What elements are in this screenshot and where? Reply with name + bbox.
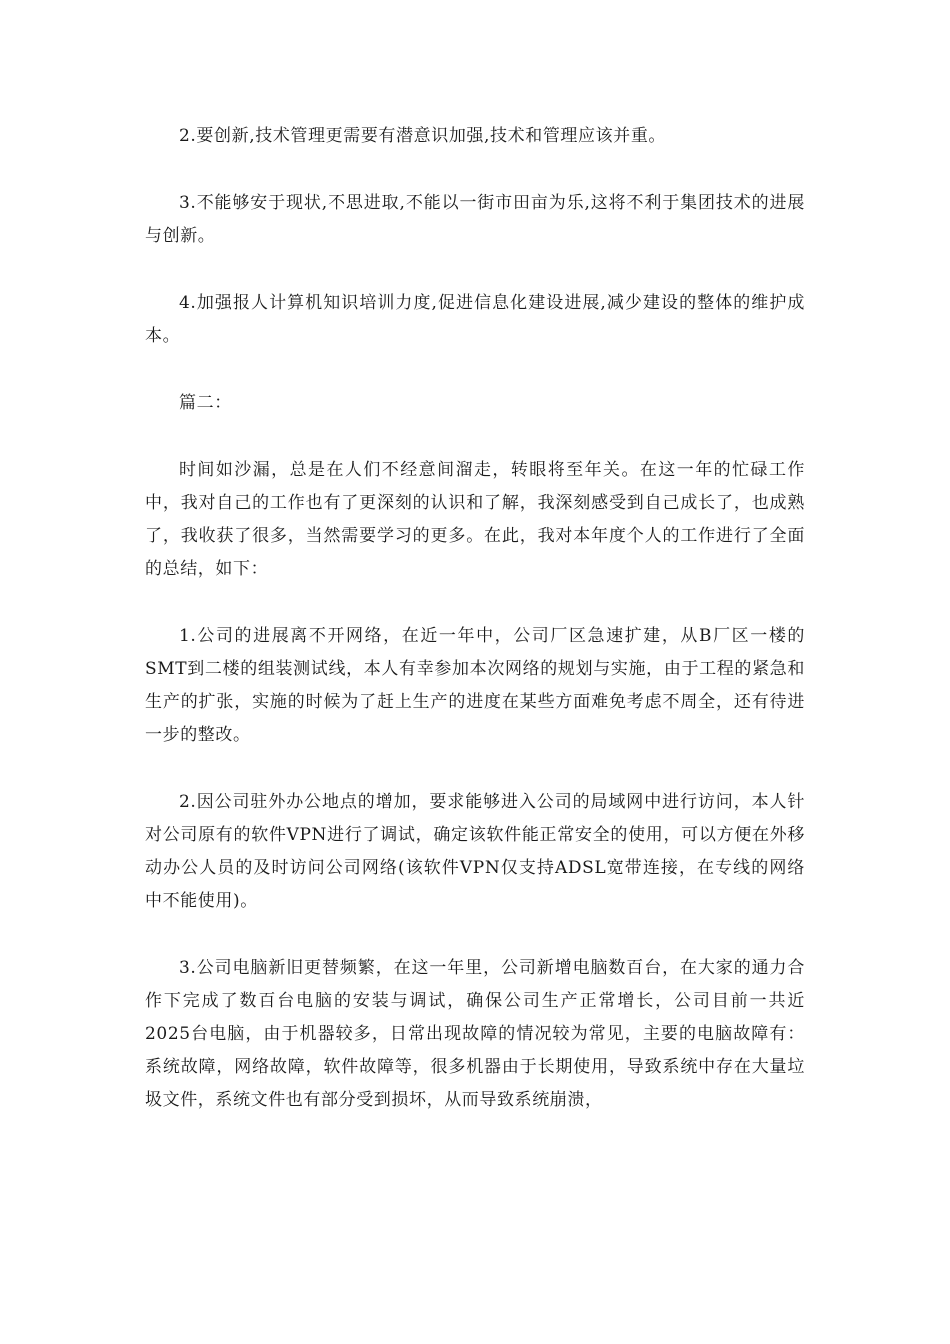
intro-paragraph: 时间如沙漏，总是在人们不经意间溜走，转眼将至年关。在这一年的忙碌工作中，我对自己的工作也有了更深刻的认识和了解，我深刻感受到自己成长了，也成熟了，我收获了很多，当然需要学习的更多。在此，我对本年度个人的工作进行了全面的总结，如下： <box>145 460 805 579</box>
paragraph-item-2: 2.要创新,技术管理更需要有潜意识加强,技术和管理应该并重。 <box>179 126 667 146</box>
document-body <box>145 120 805 1151</box>
paragraph-computers: 3.公司电脑新旧更替频繁，在这一年里，公司新增电脑数百台，在大家的通力合作下完成了数百台电脑的安装与调试，确保公司生产正常增长，公司目前一共近2025台电脑，由于机器较多，日常出现故障的情况较为常见，主要的电脑故障有：系统故障，网络故障，软件故障等，很多机器由于长期使用，导致系统中存在大量垃圾文件，系统文件也有部分受到损坏，从而导致系统崩溃， <box>145 958 805 1110</box>
paragraph-network: 1.公司的进展离不开网络，在近一年中，公司厂区急速扩建，从B厂区一楼的SMT到二楼的组装测试线，本人有幸参加本次网络的规划与实施，由于工程的紧急和生产的扩张，实施的时候为了赶上生产的进度在某些方面难免考虑不周全，还有待进一步的整改。 <box>145 626 805 745</box>
paragraph-item-4: 4.加强报人计算机知识培训力度,促进信息化建设进展,减少建设的整体的维护成本。 <box>145 293 805 346</box>
paragraph-vpn: 2.因公司驻外办公地点的增加，要求能够进入公司的局域网中进行访问，本人针对公司原有的软件VPN进行了调试，确定该软件能正常安全的使用，可以方便在外移动办公人员的及时访问公司网络(该软件VPN仅支持ADSL宽带连接，在专线的网络中不能使用)。 <box>145 792 805 911</box>
section-heading: 篇二： <box>179 393 232 413</box>
paragraph-item-3: 3.不能够安于现状,不思进取,不能以一街市田亩为乐,这将不利于集团技术的进展与创新。 <box>145 193 805 246</box>
